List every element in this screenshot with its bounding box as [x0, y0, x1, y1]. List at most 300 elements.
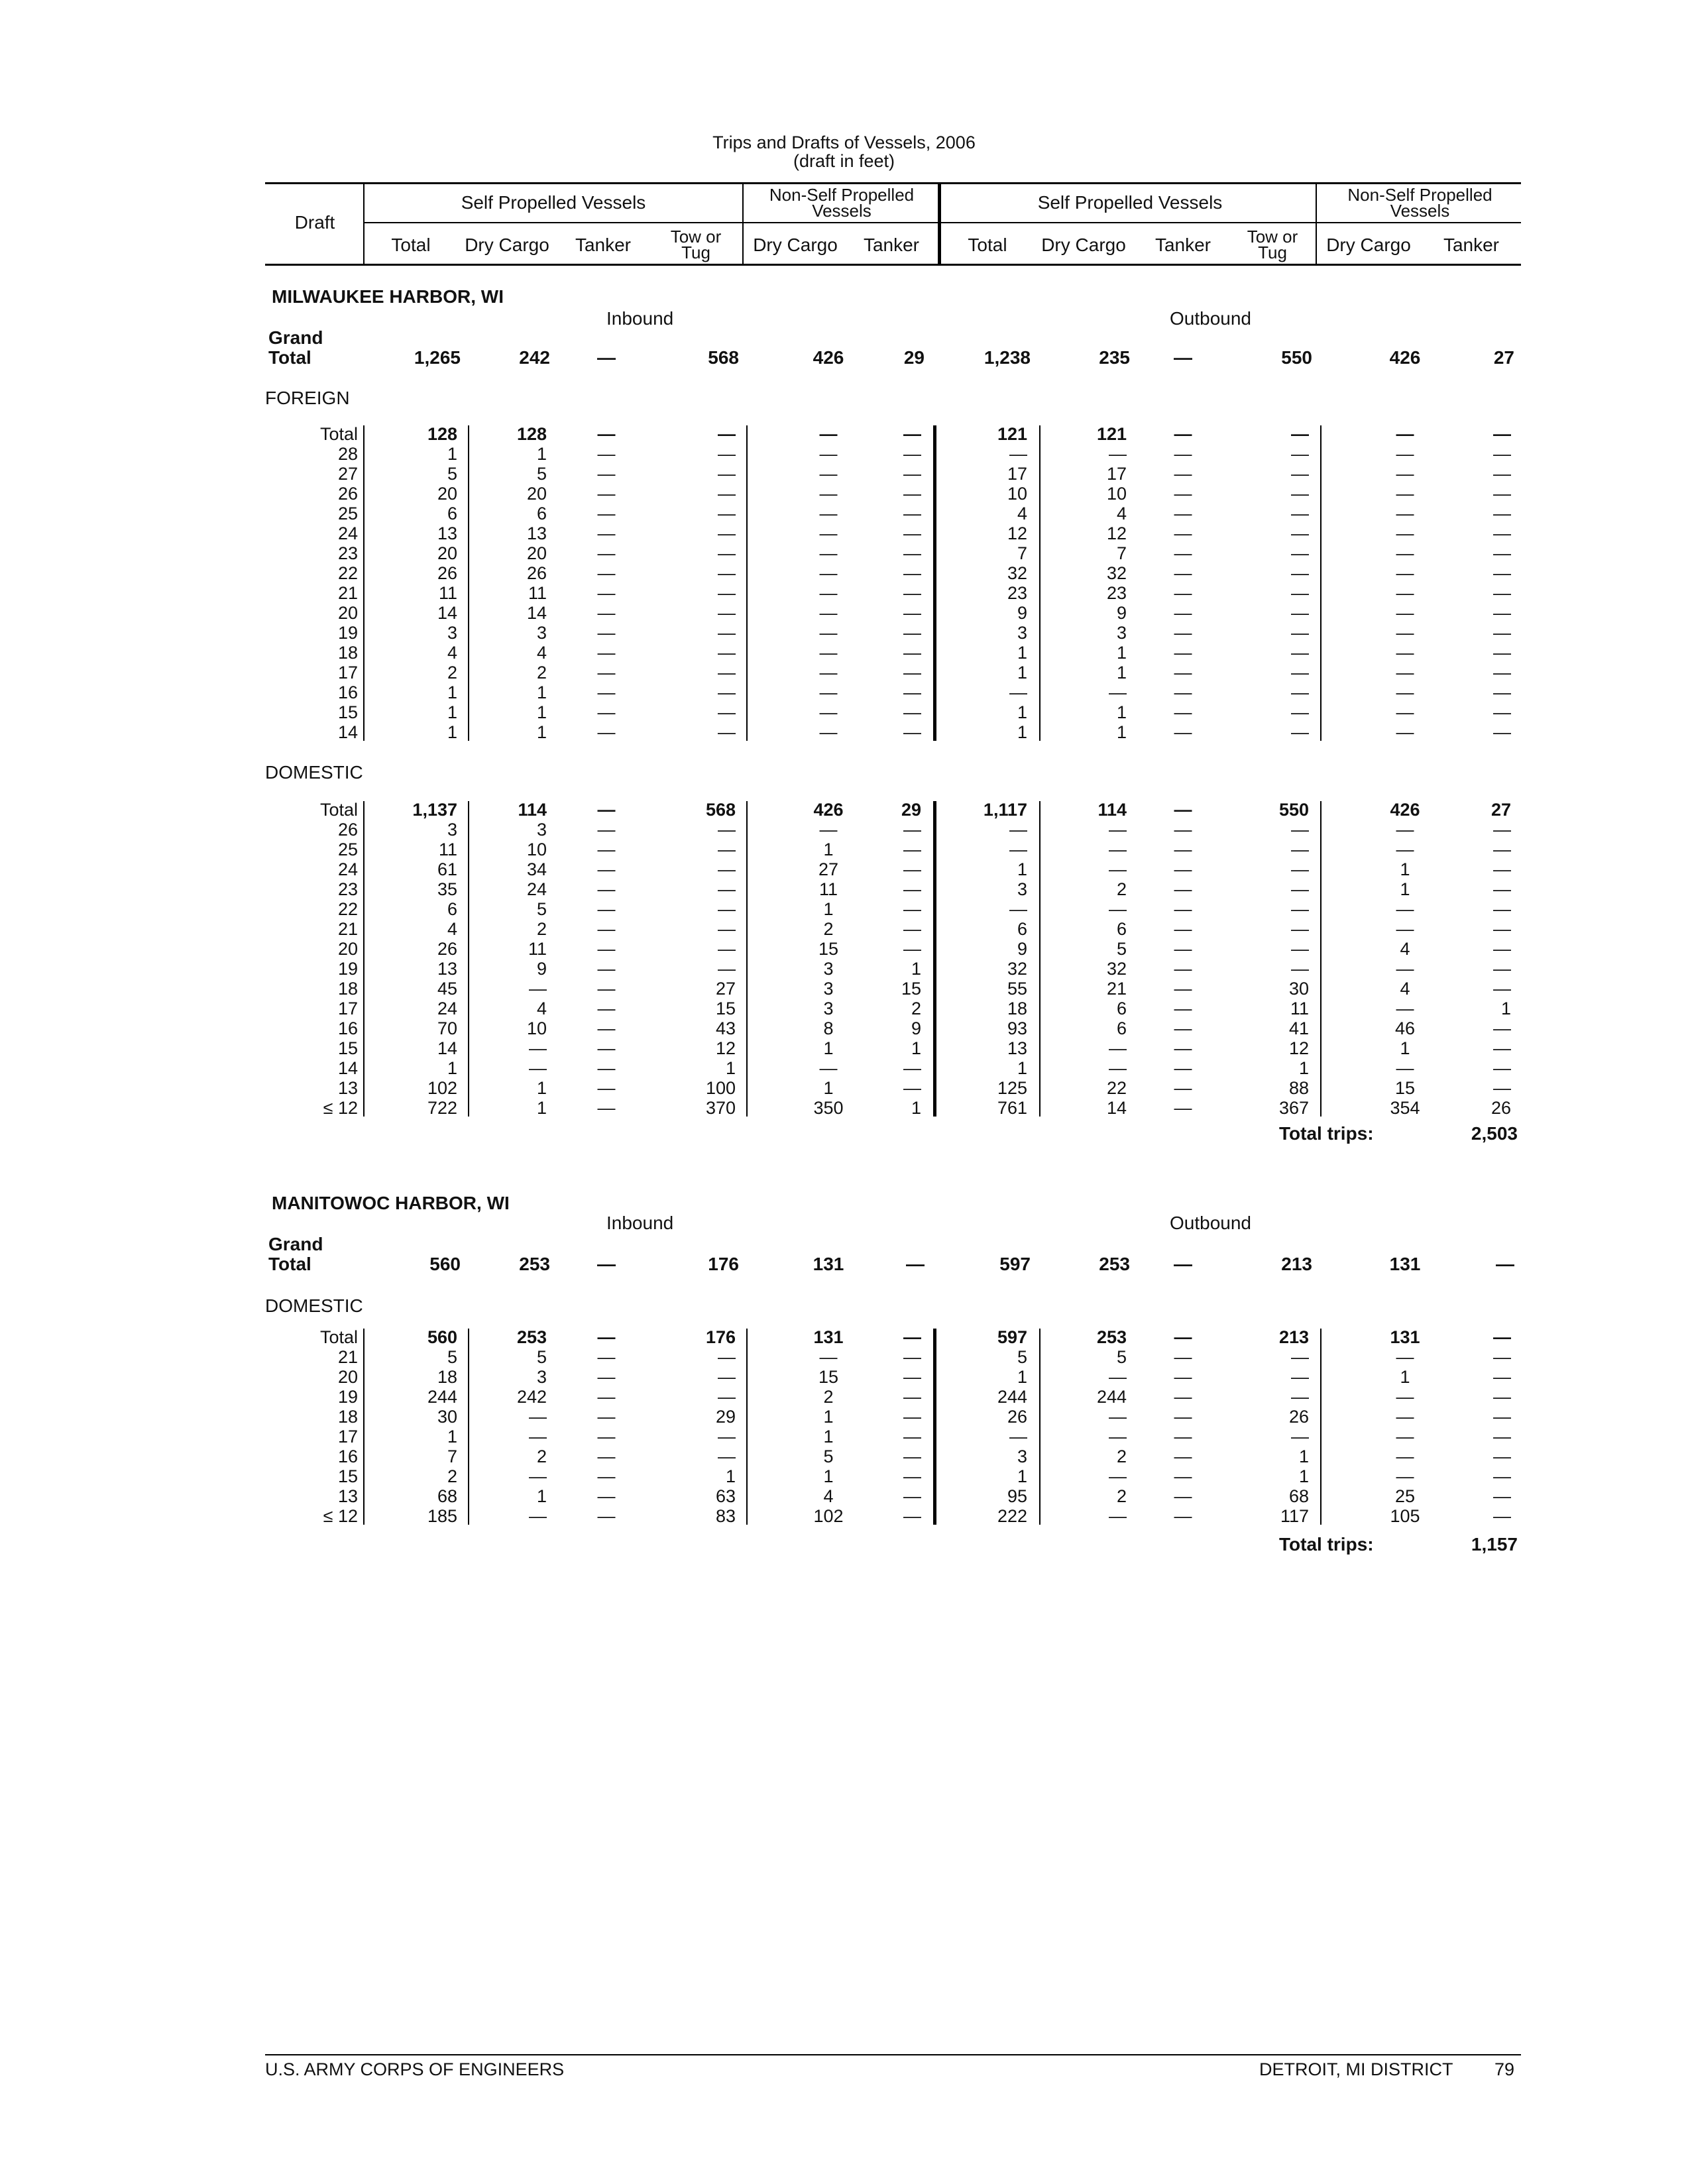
table-cell: 15 — [715, 999, 736, 1018]
draft-label: 24 — [337, 523, 358, 543]
table-cell: 6 — [447, 504, 457, 523]
table-cell: 117 — [1280, 1506, 1309, 1526]
table-cell: 2 — [536, 919, 547, 939]
table-cell: — — [597, 939, 616, 959]
table-cell: — — [1291, 1387, 1309, 1407]
table-cell: 722 — [427, 1098, 457, 1118]
table-cell: — — [529, 1038, 547, 1058]
table-cell: 5 — [1116, 939, 1127, 959]
table-cell: 34 — [526, 859, 547, 879]
table-cell: 26 — [1491, 1098, 1511, 1118]
table-cell: — — [597, 919, 616, 939]
table-cell: 4 — [1400, 939, 1410, 959]
table-cell: — — [1493, 979, 1511, 999]
table-cell: — — [597, 1466, 616, 1486]
table-cell: — — [1174, 1407, 1192, 1427]
table-cell: 13 — [526, 523, 547, 543]
grand-total-cell: 253 — [519, 1254, 550, 1274]
inbound-label: Inbound — [606, 308, 674, 329]
table-cell: — — [903, 1447, 921, 1466]
table-cell: — — [597, 623, 616, 643]
table-cell: — — [1493, 1387, 1511, 1407]
draft-label: 18 — [337, 979, 358, 999]
draft-label: 16 — [337, 1018, 358, 1038]
grand-total-cell: 242 — [519, 347, 550, 368]
table-cell: 1 — [536, 1098, 547, 1118]
table-cell: — — [1493, 1367, 1511, 1387]
grand-total-cell: — — [597, 347, 616, 368]
total-cell: — — [1493, 1327, 1511, 1347]
table-cell: — — [1174, 444, 1192, 464]
table-cell: — — [903, 859, 921, 879]
header-top-rule — [265, 182, 1521, 184]
table-cell: 1 — [823, 840, 834, 859]
table-cell: 1 — [1400, 1038, 1410, 1058]
total-cell: — — [718, 424, 736, 444]
table-cell: — — [718, 879, 736, 899]
table-cell: — — [718, 484, 736, 504]
column-separator — [933, 801, 936, 1117]
table-cell: 3 — [536, 1367, 547, 1387]
table-cell: — — [1174, 1447, 1192, 1466]
table-cell: 3 — [1017, 879, 1027, 899]
grand-total-cell: 550 — [1281, 347, 1312, 368]
draft-label: 18 — [337, 1407, 358, 1427]
draft-label: 20 — [337, 1367, 358, 1387]
table-cell: — — [1174, 999, 1192, 1018]
draft-label: 13 — [337, 1486, 358, 1506]
total-cell: 550 — [1278, 800, 1309, 820]
table-cell: 18 — [1007, 999, 1027, 1018]
table-cell: — — [1396, 663, 1414, 682]
table-cell: 26 — [1007, 1407, 1027, 1427]
table-cell: 11 — [438, 840, 457, 859]
table-cell: — — [1493, 1347, 1511, 1367]
table-cell: — — [718, 859, 736, 879]
table-cell: — — [1174, 1098, 1192, 1118]
table-cell: 367 — [1278, 1098, 1309, 1118]
table-cell: — — [1174, 820, 1192, 840]
table-cell: 1 — [447, 702, 457, 722]
column-separator — [1039, 1329, 1041, 1525]
draft-label: 26 — [337, 484, 358, 504]
table-cell: 55 — [1007, 979, 1027, 999]
table-cell: 3 — [1116, 623, 1127, 643]
table-cell: — — [1493, 682, 1511, 702]
draft-label: 15 — [337, 702, 358, 722]
table-cell: — — [1396, 1387, 1414, 1407]
table-cell: — — [1291, 643, 1309, 663]
table-cell: — — [1291, 603, 1309, 623]
table-cell: — — [718, 899, 736, 919]
table-cell: — — [718, 583, 736, 603]
table-cell: — — [1493, 879, 1511, 899]
table-cell: — — [1174, 663, 1192, 682]
table-cell: — — [1493, 859, 1511, 879]
draft-label: 17 — [337, 1427, 358, 1447]
inbound-label: Inbound — [606, 1213, 674, 1233]
table-cell: 61 — [437, 859, 457, 879]
col-header-dry-cargo: Dry Cargo — [1326, 235, 1411, 255]
total-cell: 176 — [705, 1327, 736, 1347]
table-cell: — — [1109, 1427, 1127, 1447]
table-cell: — — [903, 464, 921, 484]
table-cell: — — [903, 1427, 921, 1447]
table-cell: — — [718, 444, 736, 464]
table-cell: 12 — [715, 1038, 736, 1058]
table-cell: — — [1174, 1367, 1192, 1387]
draft-label: 25 — [337, 840, 358, 859]
harbor-name: MILWAUKEE HARBOR, WI — [272, 286, 504, 307]
table-cell: — — [903, 1506, 921, 1526]
table-cell: — — [597, 1347, 616, 1367]
table-cell: — — [718, 504, 736, 523]
table-cell: 12 — [1106, 523, 1127, 543]
table-cell: 2 — [447, 1466, 457, 1486]
table-cell: 13 — [1007, 1038, 1027, 1058]
grand-total-cell: 1,265 — [414, 347, 461, 368]
table-cell: 32 — [1007, 959, 1027, 979]
table-cell: — — [597, 1407, 616, 1427]
table-cell: 4 — [1116, 504, 1127, 523]
table-cell: — — [1174, 623, 1192, 643]
table-cell: 4 — [1017, 504, 1027, 523]
table-cell: — — [1396, 702, 1414, 722]
table-cell: — — [1174, 939, 1192, 959]
table-cell: — — [1493, 899, 1511, 919]
table-cell: 5 — [536, 1347, 547, 1367]
table-cell: 15 — [1394, 1078, 1416, 1098]
table-cell: 6 — [1116, 999, 1127, 1018]
table-cell: — — [597, 1387, 616, 1407]
table-cell: — — [1396, 899, 1414, 919]
table-cell: — — [1493, 563, 1511, 583]
table-cell: 1 — [536, 682, 547, 702]
table-cell: — — [1174, 682, 1192, 702]
draft-label: 19 — [337, 959, 358, 979]
table-cell: — — [1493, 583, 1511, 603]
table-cell: 2 — [823, 919, 834, 939]
total-cell: — — [903, 1327, 921, 1347]
table-cell: — — [819, 663, 838, 682]
column-separator — [468, 425, 469, 741]
table-cell: — — [903, 939, 921, 959]
table-cell: — — [597, 722, 616, 742]
table-cell: — — [597, 1018, 616, 1038]
table-cell: 4 — [447, 919, 457, 939]
table-cell: — — [1291, 859, 1309, 879]
table-cell: — — [1396, 484, 1414, 504]
table-cell: — — [597, 840, 616, 859]
table-cell: — — [1493, 523, 1511, 543]
group-header-nonself-inbound: Non-Self Propelled Vessels — [769, 185, 915, 221]
column-separator — [746, 801, 748, 1117]
table-cell: — — [1493, 444, 1511, 464]
table-cell: 1 — [725, 1058, 736, 1078]
table-cell: 24 — [526, 879, 547, 899]
column-separator — [746, 1329, 748, 1525]
draft-label: 15 — [337, 1038, 358, 1058]
table-cell: — — [903, 543, 921, 563]
table-cell: 2 — [447, 663, 457, 682]
total-cell: 121 — [1096, 424, 1127, 444]
total-cell: — — [597, 424, 616, 444]
draft-total-label: Total — [319, 800, 358, 820]
table-cell: 3 — [823, 979, 834, 999]
col-header-dry-cargo: Dry Cargo — [465, 235, 549, 255]
table-cell: — — [1493, 464, 1511, 484]
table-cell: — — [1174, 979, 1192, 999]
table-cell: 5 — [447, 1347, 457, 1367]
table-cell: — — [1174, 484, 1192, 504]
table-cell: — — [819, 523, 838, 543]
grand-total-cell: — — [1174, 347, 1192, 368]
table-cell: — — [1174, 899, 1192, 919]
draft-label: 28 — [337, 444, 358, 464]
total-cell: — — [1174, 424, 1192, 444]
table-cell: — — [597, 1078, 616, 1098]
draft-total-label: Total — [319, 424, 358, 444]
table-cell: — — [718, 702, 736, 722]
draft-label: 15 — [337, 1466, 358, 1486]
table-cell: 27 — [818, 859, 839, 879]
table-cell: 1 — [1017, 643, 1027, 663]
table-cell: — — [1109, 859, 1127, 879]
table-cell: 102 — [813, 1506, 844, 1526]
total-cell: 29 — [901, 800, 921, 820]
table-cell: 244 — [997, 1387, 1027, 1407]
group-header-nonself-outbound: Non-Self Propelled Vessels — [1347, 185, 1492, 221]
table-cell: — — [1174, 1018, 1192, 1038]
section-label-domestic: DOMESTIC — [265, 1295, 363, 1316]
total-cell: 253 — [516, 1327, 547, 1347]
table-cell: 1 — [1298, 1466, 1309, 1486]
table-cell: 4 — [536, 999, 547, 1018]
table-cell: 222 — [997, 1506, 1027, 1526]
table-cell: 5 — [447, 464, 457, 484]
total-trips-label: Total trips: — [1279, 1534, 1374, 1555]
draft-label: 24 — [337, 859, 358, 879]
table-cell: 11 — [438, 583, 457, 603]
table-cell: 24 — [437, 999, 457, 1018]
col-header-tanker: Tanker — [575, 235, 632, 255]
table-cell: — — [1109, 1058, 1127, 1078]
table-cell: 9 — [536, 959, 547, 979]
table-cell: — — [1291, 722, 1309, 742]
table-cell: — — [819, 484, 838, 504]
table-cell: — — [1291, 464, 1309, 484]
total-trips-label: Total trips: — [1279, 1123, 1374, 1144]
table-cell: — — [1396, 1427, 1414, 1447]
table-cell: 93 — [1007, 1018, 1027, 1038]
table-cell: — — [597, 1098, 616, 1118]
table-cell: 45 — [437, 979, 457, 999]
table-cell: 30 — [437, 1407, 457, 1427]
table-cell: 88 — [1288, 1078, 1309, 1098]
table-cell: 1 — [1298, 1447, 1309, 1466]
table-cell: — — [1396, 464, 1414, 484]
page-number: 79 — [1494, 2059, 1515, 2079]
total-trips-value: 1,157 — [1471, 1534, 1518, 1555]
table-cell: 1 — [911, 1038, 921, 1058]
total-trips-value: 2,503 — [1471, 1123, 1518, 1144]
table-cell: — — [1396, 999, 1414, 1018]
table-cell: — — [1291, 879, 1309, 899]
total-cell: — — [1174, 800, 1192, 820]
table-cell: — — [819, 543, 838, 563]
table-cell: — — [718, 643, 736, 663]
total-cell: 1,137 — [412, 800, 457, 820]
draft-label: 13 — [337, 1078, 358, 1098]
table-cell: — — [718, 1387, 736, 1407]
table-cell: 1 — [1400, 1367, 1410, 1387]
table-cell: 8 — [823, 1018, 834, 1038]
draft-label: 22 — [337, 899, 358, 919]
table-cell: 2 — [1116, 1486, 1127, 1506]
table-cell: — — [1291, 1427, 1309, 1447]
total-cell: 426 — [1390, 800, 1420, 820]
table-cell: 7 — [1017, 543, 1027, 563]
table-cell: — — [1174, 583, 1192, 603]
table-cell: 125 — [997, 1078, 1027, 1098]
column-separator — [746, 425, 748, 741]
table-cell: — — [718, 523, 736, 543]
table-cell: 2 — [823, 1387, 834, 1407]
total-cell: 131 — [1390, 1327, 1420, 1347]
table-cell: 7 — [1116, 543, 1127, 563]
table-cell: 20 — [526, 543, 547, 563]
grand-total-label: Grand — [268, 327, 323, 348]
table-cell: — — [1396, 1407, 1414, 1427]
table-cell: 11 — [818, 879, 838, 899]
draft-label: 21 — [337, 1347, 358, 1367]
footer-rule — [265, 2054, 1521, 2055]
total-cell: 213 — [1278, 1327, 1309, 1347]
table-cell: — — [1009, 899, 1027, 919]
table-cell: 14 — [526, 603, 547, 623]
draft-label: 17 — [337, 663, 358, 682]
total-cell: 1,117 — [983, 800, 1027, 820]
table-cell: — — [1396, 820, 1414, 840]
table-cell: 100 — [705, 1078, 736, 1098]
table-cell: — — [1493, 623, 1511, 643]
table-cell: — — [1291, 583, 1309, 603]
total-cell: — — [903, 424, 921, 444]
table-cell: — — [1109, 1466, 1127, 1486]
total-cell: 560 — [427, 1327, 457, 1347]
table-cell: — — [1396, 1058, 1414, 1078]
table-cell: — — [1291, 543, 1309, 563]
table-cell: — — [903, 1347, 921, 1367]
header-bottom-rule — [265, 264, 1521, 266]
table-cell: — — [1396, 1466, 1414, 1486]
table-cell: — — [903, 484, 921, 504]
grand-total-cell: 426 — [813, 347, 844, 368]
table-cell: — — [1109, 820, 1127, 840]
table-cell: — — [597, 1506, 616, 1526]
table-cell: — — [1109, 899, 1127, 919]
table-cell: 1 — [1116, 643, 1127, 663]
table-cell: — — [1174, 543, 1192, 563]
draft-total-label: Total — [319, 1327, 358, 1347]
table-cell: 32 — [1106, 563, 1127, 583]
table-cell: 1 — [447, 682, 457, 702]
table-cell: — — [1174, 1427, 1192, 1447]
grand-total-cell: 568 — [708, 347, 739, 368]
table-cell: 70 — [437, 1018, 457, 1038]
table-cell: — — [903, 879, 921, 899]
table-cell: 32 — [1007, 563, 1027, 583]
table-title: Trips and Drafts of Vessels, 2006 — [712, 133, 976, 152]
column-separator — [363, 425, 365, 741]
table-cell: — — [1174, 702, 1192, 722]
table-cell: — — [903, 820, 921, 840]
draft-label: 19 — [337, 623, 358, 643]
table-cell: 63 — [715, 1486, 736, 1506]
column-separator — [468, 801, 469, 1117]
table-cell: — — [718, 543, 736, 563]
table-cell: — — [597, 1427, 616, 1447]
total-cell: 27 — [1491, 800, 1511, 820]
table-cell: 18 — [437, 1367, 457, 1387]
table-cell: — — [529, 1058, 547, 1078]
table-cell: — — [1493, 939, 1511, 959]
table-cell: — — [903, 1367, 921, 1387]
column-separator — [363, 801, 365, 1117]
header-divider — [1316, 182, 1317, 264]
total-cell: — — [1493, 424, 1511, 444]
table-cell: — — [903, 899, 921, 919]
table-cell: 185 — [427, 1506, 457, 1526]
table-cell: — — [597, 444, 616, 464]
table-cell: — — [1174, 879, 1192, 899]
table-cell: 1 — [536, 722, 547, 742]
table-cell: — — [1493, 959, 1511, 979]
table-cell: — — [903, 1387, 921, 1407]
table-cell: — — [903, 1078, 921, 1098]
table-cell: — — [1396, 1447, 1414, 1466]
total-cell: 131 — [813, 1327, 844, 1347]
table-cell: — — [529, 1506, 547, 1526]
table-cell: 20 — [526, 484, 547, 504]
table-cell: — — [1174, 959, 1192, 979]
table-cell: 17 — [1106, 464, 1127, 484]
grand-total-cell: 560 — [429, 1254, 461, 1274]
table-cell: 6 — [1116, 919, 1127, 939]
table-cell: — — [597, 899, 616, 919]
table-cell: — — [597, 879, 616, 899]
total-cell: — — [819, 424, 838, 444]
grand-total-cell: 235 — [1099, 347, 1130, 368]
table-cell: — — [819, 682, 838, 702]
table-cell: 12 — [1007, 523, 1027, 543]
table-cell: 1 — [1017, 663, 1027, 682]
draft-label: 22 — [337, 563, 358, 583]
draft-header: Draft — [294, 212, 335, 233]
draft-label: 19 — [337, 1387, 358, 1407]
grand-total-cell: — — [1174, 1254, 1192, 1274]
table-cell: 3 — [1017, 1447, 1027, 1466]
table-cell: — — [597, 663, 616, 682]
table-cell: 1 — [725, 1466, 736, 1486]
table-cell: 11 — [1290, 999, 1309, 1018]
table-cell: — — [1174, 1058, 1192, 1078]
table-cell: — — [597, 464, 616, 484]
table-cell: — — [597, 999, 616, 1018]
table-cell: — — [819, 444, 838, 464]
total-cell: — — [1396, 424, 1414, 444]
table-cell: 4 — [447, 643, 457, 663]
